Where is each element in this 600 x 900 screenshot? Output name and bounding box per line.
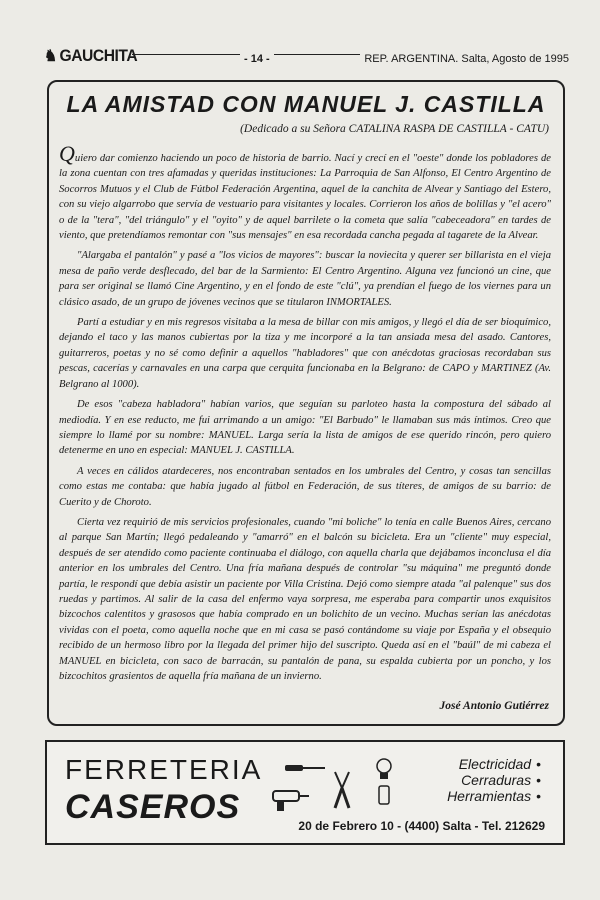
masthead-logo xyxy=(44,46,137,66)
service-item: Herramientas • xyxy=(447,788,541,804)
ad-address: 20 de Febrero 10 - (4400) Salta - Tel. 212629 xyxy=(298,819,545,833)
paragraph-5: A veces en cálidos atardeceres, nos encontraban sentados en los umbrales del Centro, y cosas tan sencillas como estas me contaba: que había jugado al fútbol en Federación, de sus títeres, de amigos de su barrio: de Cuerito y de Choroto. xyxy=(59,465,551,508)
page-number: - 14 - xyxy=(240,53,274,65)
paragraph-3: Partí a estudiar y en mis regresos visitaba a la mesa de billar con mis amigos, y llegó el día de ser bioquímico, dejando el taco y las manos cubiertas por la tiza y me incorporé a la tan ansiada mesa del asado. Cantores, guitarreros, poetas y no sé como definir a aquellos "habladores" que con anécdotas graciosas recordaban sus pescas, cacerías y carnavales en una carpa que cerquita funcionaba en la Belgrano: de CAPO y MARTINEZ (Av. Belgrano al 1000). xyxy=(59,317,551,390)
dateline: REP. ARGENTINA. Salta, Agosto de 1995 xyxy=(360,53,569,65)
light-bulb-icon xyxy=(373,756,395,806)
ad-brand-line2: CASEROS xyxy=(65,788,241,826)
service-item: Cerraduras • xyxy=(461,772,541,788)
service-item: Electricidad • xyxy=(458,756,541,772)
ad-brand-line1: FERRETERIA xyxy=(65,754,263,785)
paragraph-4: De esos "cabeza habladora" habían varios, que seguían su parloteo hasta la compostura del sábado al mediodía. Y en ese reducto, me fui arrimando a un amigo: "El Barbudo" le llamaban sus más íntimos. Creo que siempre lo llamé por su nombre: MANUEL. Larga sería la lista de amigos de ese querido rincón, pero quiero detenerme en uno en especial: MANUEL J. CASTILLA. xyxy=(59,399,551,457)
paragraph-1: Quiero dar comienzo haciendo un poco de historia de barrio. Nací y crecí en el "oeste" donde los pobladores de la zona cuentan con tres afamadas y queridas instituciones: La Parroquia de San Alfonso, El Centro Argentino de Socorros Mutuos y el Club de Fútbol Federación Argentina, aquel de la canchita de Alvear y Santiago del Estero, con su viejo algarrobo que servía de vestuario para visitantes y locales. Corrieron los años de bolillas y "el acero" o de la "tera", "del triángulo" y el "oyito" y de aquel barrilete o la cometa que salía "cabeceadora" en tardes de viento, que pretendíamos remontar con "sus mensajes" en esa recordada cancha pegada al tagarete de la Alvear. xyxy=(59,141,551,242)
logo-text: GAUCHITA xyxy=(59,46,138,65)
paragraph-6: Cierta vez requirió de mis servicios profesionales, cuando "mi boliche" lo tenía en calle Buenos Aires, cercano al parque San Martín; llegó pedaleando y "amarró" en el balcón su bicicleta. Era un "cliente" muy especial, después de ser atendido como paciente continuaba el diálogo, con aquella charla que dejábamos inconclusa el día anterior en los umbrales del Centro. Una fría mañana después de controlar "su máquina" me preguntó donde partía, le respondí que debía asistir un paciente por Villa Cristina. Dejó como siempre atada "al palenque" sus dos ruedas y partimos. Al salir de la casa del enfermo vaya sorpresa, me esperaba para compartir unos exquisitos bizcochos calentitos y grasosos que había comprado en un bolichito de un vecino. Muchas serían las anécdotas vividas con el poeta, como aquella noche que en mi casa se pasó contándome su viaje por España y el obsequio recibido de un hermoso libro por la llegada del primer hijo del suscripto. Queda así en el "baúl" de mi cabeza el MANUEL en bicicleta, con saco de barracán, su pantalón de pana, su espalda cubierta por un poncho, y los bizcochitos grasientos de aquella fría mañana de un invierno. xyxy=(59,516,551,682)
screwdriver-icon xyxy=(283,760,327,776)
article-dedication: (Dedicado a su Señora CATALINA RASPA DE CASTILLA - CATU) xyxy=(240,123,549,135)
pliers-icon xyxy=(329,770,355,810)
paragraph-2: "Alargaba el pantalón" y pasé a "los vicios de mayores": buscar la noviecita y querer ser billarista en el vieja mesa de paño verde desflecado, del bar de la Sarmiento: El Centro Argentino. Alguna vez funcionó un cine, que para ser original se llamó Cine Argentino, y en el fondo de este "clú", ya prendían el fuego de los viernes para un clásico asado, de un grupo de jóvenes vecinos que se titularon INMORTALES. xyxy=(59,250,551,308)
drill-icon xyxy=(267,787,311,813)
article-box xyxy=(47,80,565,726)
page-header xyxy=(44,44,569,70)
article-body xyxy=(59,141,551,689)
gaucho-figure-icon: ♞ xyxy=(44,48,57,65)
hardware-store-ad xyxy=(45,740,565,845)
ad-services-list xyxy=(447,756,541,804)
article-title: LA AMISTAD CON MANUEL J. CASTILLA xyxy=(66,91,546,117)
author-signature: José Antonio Gutiérrez xyxy=(439,700,549,712)
